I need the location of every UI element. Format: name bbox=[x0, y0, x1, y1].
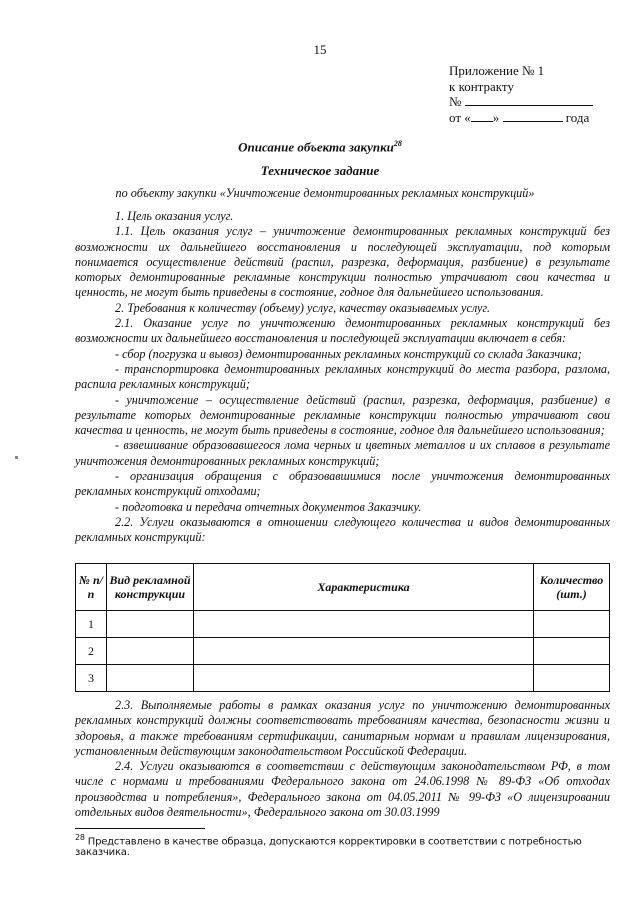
cell-number: 2 bbox=[76, 638, 107, 665]
footnote-divider bbox=[75, 828, 205, 829]
title-footnote-ref: 28 bbox=[393, 139, 402, 148]
annex-line-2: к контракту bbox=[449, 78, 514, 94]
procurement-subject: по объекту закупки «Уничтожение демонтированных рекламных конструкций» bbox=[115, 186, 535, 200]
cell-type bbox=[107, 611, 194, 638]
paragraph: 2.4. Услуги оказываются в соответствии с действующим законодательством РФ, в том числе с нормами и требованиями Федерального закона от 24.06.1998 № 89-ФЗ «Об отходах производства и потребления», Федерального закона от 04.05.2011 № 99-ФЗ «О лицензировании отдельных видов деятельности», Федерального закона от 30.03.1999 bbox=[75, 759, 610, 820]
cell-number: 3 bbox=[76, 665, 107, 692]
table-header-row bbox=[76, 564, 610, 611]
paragraph: 2.2. Услуги оказываются в отношении следующего количества и видов демонтированных рекламных конструкций: bbox=[75, 514, 610, 545]
cell-characteristic bbox=[194, 638, 534, 665]
cell-characteristic bbox=[194, 665, 534, 692]
footnote-text: Представлено в качестве образца, допускаются корректировки в соответствии с потребностью заказчика. bbox=[75, 836, 582, 859]
constructions-table bbox=[75, 563, 610, 692]
col-header-characteristic: Характеристика bbox=[194, 564, 534, 611]
list-item: - транспортировка демонтированных рекламных конструкций до места разбора, разлома, распила рекламных конструкций; bbox=[75, 361, 610, 392]
title-text: Описание объекта закупки bbox=[238, 139, 394, 155]
list-item: - сбор (погрузка и вывоз) демонтированных рекламных конструкций со склада Заказчика; bbox=[115, 346, 582, 361]
cell-characteristic bbox=[194, 611, 534, 638]
footnote-ref: 28 bbox=[75, 833, 85, 842]
paragraph: 2. Требования к количеству (объему) услуг, качеству оказываемых услуг. bbox=[115, 300, 491, 315]
paragraph: 1. Цель оказания услуг. bbox=[115, 209, 234, 223]
annex-line-3 bbox=[449, 94, 593, 110]
col-header-number: № п/п bbox=[76, 564, 107, 611]
annex-line-1: Приложение № 1 bbox=[449, 63, 545, 78]
list-item: - уничтожение – осуществление действий (распил, разрезка, деформация, разбиение) в результате которых демонтированные рекламные конструкции полностью утрачивают свои качества и ценность, не могут быть приведены в состояние, годное для дальнейшего использования; bbox=[75, 392, 610, 438]
cell-quantity bbox=[534, 638, 610, 665]
annex-block bbox=[449, 63, 593, 125]
cell-type bbox=[107, 638, 194, 665]
document-title bbox=[0, 139, 640, 155]
document-subtitle: Техническое задание bbox=[260, 163, 380, 178]
date-quote-close: » bbox=[492, 109, 500, 125]
list-item: - подготовка и передача отчетных документов Заказчику. bbox=[115, 499, 422, 514]
year-label: года bbox=[565, 109, 590, 125]
footnote bbox=[75, 833, 615, 858]
body-text-after-table bbox=[75, 698, 610, 820]
day-blank bbox=[471, 111, 493, 122]
paragraph: 2.1. Оказание услуг по уничтожению демонтированных рекламных конструкций без возможности их дальнейшего восстановления и последующей эксплуатации включает в себя: bbox=[75, 316, 610, 346]
list-item: - организация обращения с образовавшимися после уничтожения демонтированных рекламных конструкций отходами; bbox=[75, 469, 610, 499]
table-row bbox=[76, 611, 610, 638]
cell-number: 1 bbox=[76, 611, 107, 638]
annex-line-4 bbox=[449, 110, 593, 126]
cell-quantity bbox=[534, 665, 610, 692]
contract-number-label: № bbox=[449, 94, 462, 109]
cell-type bbox=[107, 665, 194, 692]
paragraph: 1.1. Цель оказания услуг – уничтожение демонтированных рекламных конструкций без возможности их дальнейшего восстановления и последующей эксплуатации, под которым понимается осуществление действий (распил, разрезка, деформация, разбиение) в результате которых демонтированные рекламные конструкции полностью утрачивают свои качества и ценность, не могут быть приведены в состояние, годное для дальнейшего использования. bbox=[75, 224, 610, 300]
paragraph: 2.3. Выполняемые работы в рамках оказания услуг по уничтожению демонтированных рекламных конструкций должны соответствовать требованиям качества, безопасности жизни и здоровья, а также требованиям сертификации, санитарным нормам и правилам лицензирования, установленным действующим законодательством Российской Федерации. bbox=[75, 698, 610, 758]
table-row bbox=[76, 638, 610, 665]
list-item: - взвешивание образовавшегося лома черных и цветных металлов и их сплавов в результате уничтожения демонтированных рекламных конструкций; bbox=[75, 438, 610, 468]
contract-number-blank bbox=[465, 95, 593, 106]
page-number: 15 bbox=[313, 42, 327, 57]
date-prefix: от « bbox=[449, 109, 471, 125]
col-header-quantity: Количество (шт.) bbox=[534, 564, 610, 611]
col-header-type: Вид рекламной конструкции bbox=[107, 564, 194, 611]
scan-mark bbox=[15, 456, 18, 459]
body-text-before-table bbox=[75, 209, 610, 546]
cell-quantity bbox=[534, 611, 610, 638]
table-row bbox=[76, 665, 610, 692]
month-blank bbox=[503, 111, 563, 122]
